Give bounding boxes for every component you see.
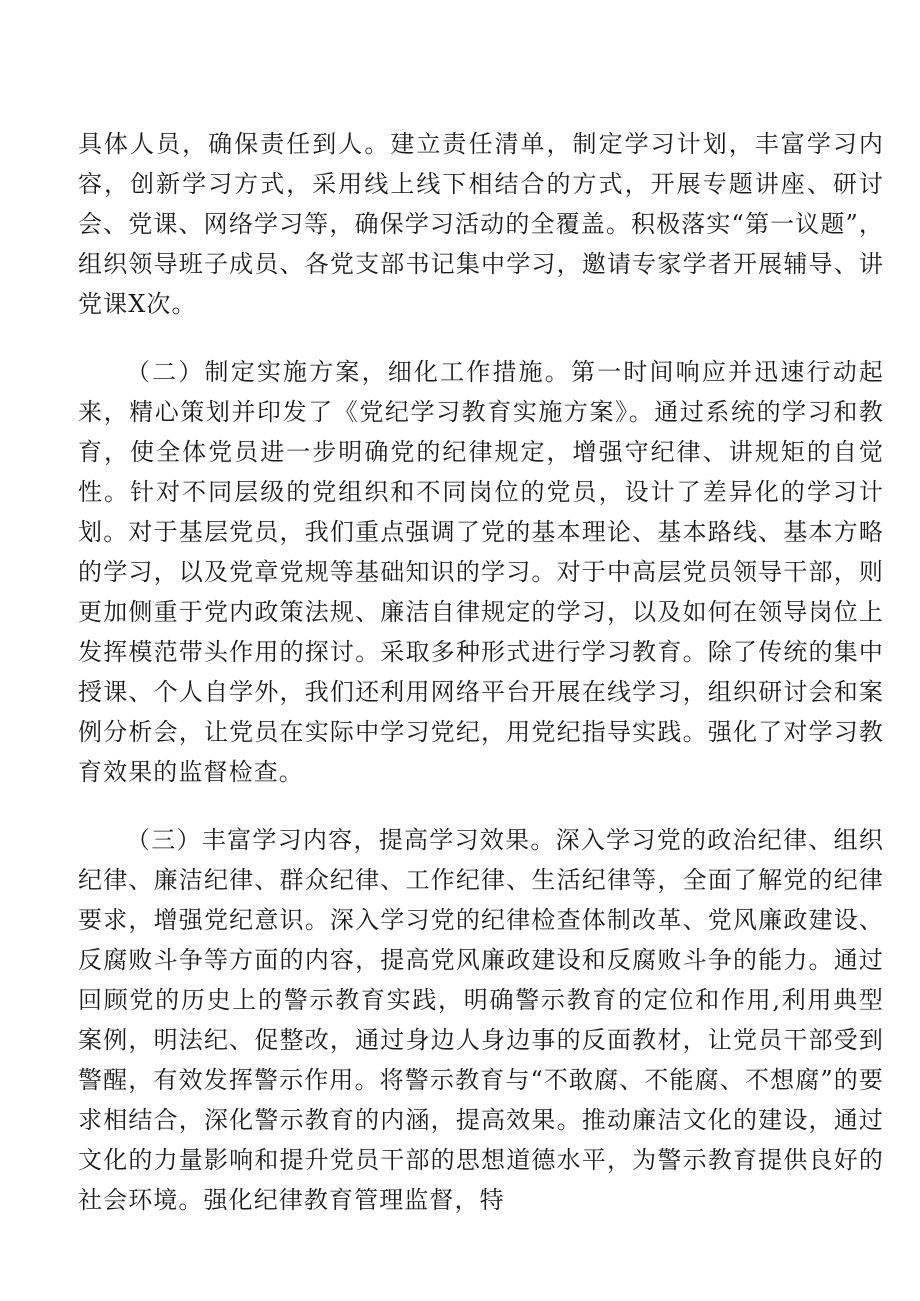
paragraph-continued: 具体人员，确保责任到人。建立责任清单，制定学习计划，丰富学习内容，创新学习方式，采用线上线下相结合的方式，开展专题讲座、研讨会、党课、网络学习等，确保学习活动的全覆盖。积极落实“第一议题”，组织领导班子成员、各党支部书记集中学习，邀请专家学者开展辅导、讲党课X次。 bbox=[78, 130, 884, 318]
paragraph-section-two: （二）制定实施方案，细化工作措施。第一时间响应并迅速行动起来，精心策划并印发了《党纪学习教育实施方案》。通过系统的学习和教育，使全体党员进一步明确党的纪律规定，增强守纪律、讲规矩的自觉性。针对不同层级的党组织和不同岗位的党员，设计了差异化的学习计划。对于基层党员，我们重点强调了党的基本理论、基本路线、基本方略的学习，以及党章党规等基础知识的学习。对于中高层党员领导干部，则更加侧重于党内政策法规、廉洁自律规定的学习，以及如何在领导岗位上发挥模范带头作用的探讨。采取多种形式进行学习教育。除了传统的集中授课、个人自学外，我们还利用网络平台开展在线学习，组织研讨会和案例分析会，让党员在实际中学习党纪，用党纪指导实践。强化了对学习教育效果的监督检查。 bbox=[78, 358, 884, 786]
document-body bbox=[78, 124, 884, 1220]
paragraph-section-three: （三）丰富学习内容，提高学习效果。深入学习党的政治纪律、组织纪律、廉洁纪律、群众纪律、工作纪律、生活纪律等，全面了解党的纪律要求，增强党纪意识。深入学习党的纪律检查体制改革、党风廉政建设、反腐败斗争等方面的内容，提高党风廉政建设和反腐败斗争的能力。通过回顾党的历史上的警示教育实践，明确警示教育的定位和作用,利用典型案例，明法纪、促整改，通过身边人身边事的反面教材，让党员干部受到警醒，有效发挥警示作用。将警示教育与“不敢腐、不能腐、不想腐”的要求相结合，深化警示教育的内涵，提高效果。推动廉洁文化的建设，通过文化的力量影响和提升党员干部的思想道德水平，为警示教育提供良好的社会环境。强化纪律教育管理监督，特 bbox=[78, 826, 884, 1214]
